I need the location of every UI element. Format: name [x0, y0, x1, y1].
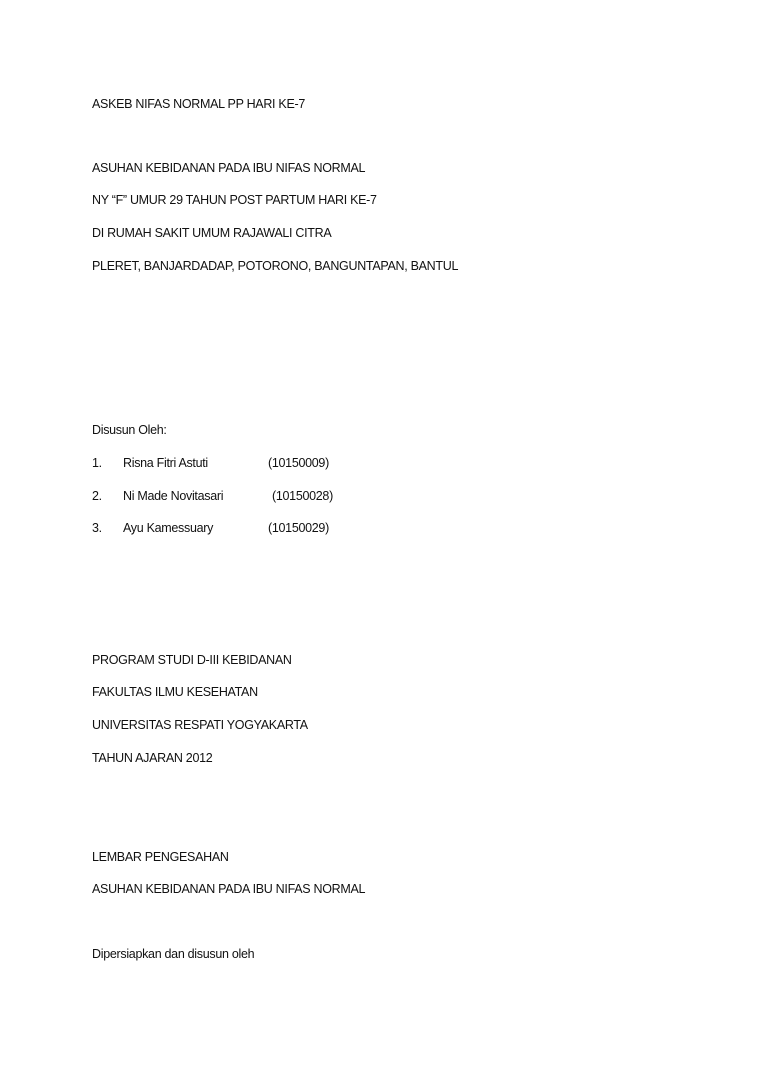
institution-line-4: TAHUN AJARAN 2012: [92, 751, 213, 765]
title-line-1: ASUHAN KEBIDANAN PADA IBU NIFAS NORMAL: [92, 161, 366, 175]
author-number: 3.: [92, 521, 102, 535]
author-nim: (10150028): [272, 489, 333, 503]
author-nim: (10150009): [268, 456, 329, 470]
authors-label: Disusun Oleh:: [92, 423, 167, 437]
institution-line-2: FAKULTAS ILMU KESEHATAN: [92, 685, 258, 699]
approval-subtitle: ASUHAN KEBIDANAN PADA IBU NIFAS NORMAL: [92, 882, 366, 896]
header-title: ASKEB NIFAS NORMAL PP HARI KE-7: [92, 97, 305, 111]
approval-title: LEMBAR PENGESAHAN: [92, 850, 229, 864]
author-number: 1.: [92, 456, 102, 470]
author-number: 2.: [92, 489, 102, 503]
title-line-4: PLERET, BANJARDADAP, POTORONO, BANGUNTAPAN, BANTUL: [92, 259, 459, 273]
institution-line-1: PROGRAM STUDI D-III KEBIDANAN: [92, 653, 292, 667]
author-name: Ni Made Novitasari: [123, 489, 224, 503]
prepared-by: Dipersiapkan dan disusun oleh: [92, 947, 255, 961]
title-line-2: NY “F” UMUR 29 TAHUN POST PARTUM HARI KE-7: [92, 193, 377, 207]
institution-line-3: UNIVERSITAS RESPATI YOGYAKARTA: [92, 718, 308, 732]
author-name: Ayu Kamessuary: [123, 521, 214, 535]
author-name: Risna Fitri Astuti: [123, 456, 208, 470]
author-nim: (10150029): [268, 521, 329, 535]
title-line-3: DI RUMAH SAKIT UMUM RAJAWALI CITRA: [92, 226, 332, 240]
